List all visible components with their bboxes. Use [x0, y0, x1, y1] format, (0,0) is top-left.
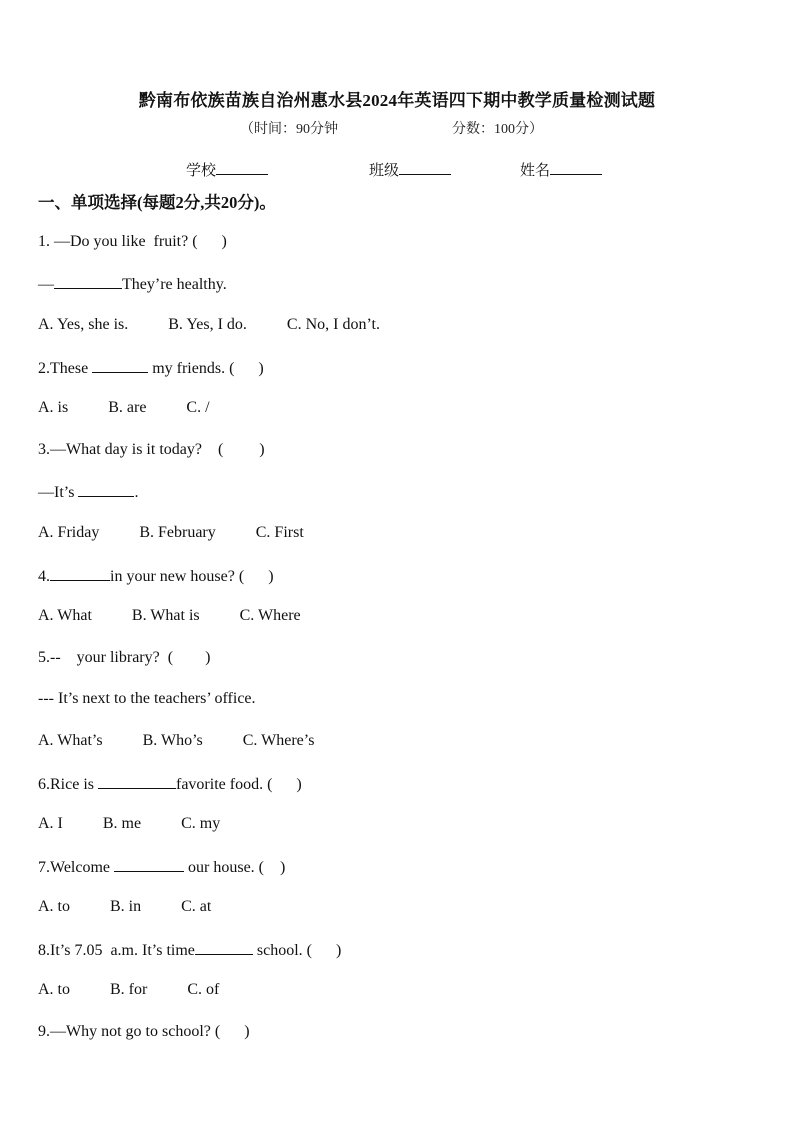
answer-blank[interactable] [78, 482, 134, 497]
stem-suffix: in your new house? ( ) [110, 568, 274, 585]
question-5-options: A. What’s B. Who’s C. Where’s [38, 732, 315, 749]
stem-prefix: 7.Welcome [38, 859, 115, 876]
question-3-stem: 3.—What day is it today? ( ) [38, 441, 265, 458]
question-3-reply [38, 482, 138, 502]
school-blank[interactable] [216, 160, 268, 175]
answer-blank[interactable] [114, 857, 184, 872]
answer-blank[interactable] [50, 566, 110, 581]
reply-prefix: —It’s [38, 484, 79, 501]
stem-suffix: my friends. ( ) [148, 360, 264, 377]
name-label: 姓名 [520, 163, 551, 179]
stem-suffix: favorite food. ( ) [176, 776, 302, 793]
class-label: 班级 [369, 163, 400, 179]
question-5-stem: 5.-- your library? ( ) [38, 649, 211, 666]
question-1-options: A. Yes, she is. B. Yes, I do. C. No, I don’t. [38, 316, 380, 333]
school-label: 学校 [186, 163, 217, 179]
answer-blank[interactable] [92, 358, 148, 373]
exam-time: （时间：90分钟 [240, 122, 338, 137]
section-title: 一、单项选择(每题2分,共20分)。 [38, 193, 276, 212]
question-6-stem [38, 774, 302, 794]
question-8-stem [38, 940, 341, 960]
question-7-stem [38, 857, 285, 877]
answer-blank[interactable] [98, 774, 176, 789]
question-4-stem [38, 566, 274, 586]
question-3-options: A. Friday B. February C. First [38, 524, 304, 541]
question-9-stem: 9.—Why not go to school? ( ) [38, 1023, 250, 1040]
reply-dash: — [38, 276, 54, 293]
question-4-options: A. What B. What is C. Where [38, 607, 301, 624]
school-field [186, 159, 268, 180]
answer-blank[interactable] [54, 274, 122, 289]
question-8-options: A. to B. for C. of [38, 981, 220, 998]
question-1-stem: 1. —Do you like fruit? ( ) [38, 233, 227, 250]
answer-blank[interactable] [195, 940, 253, 955]
reply-suffix: . [134, 484, 139, 501]
question-6-options: A. I B. me C. my [38, 815, 221, 832]
stem-suffix: school. ( ) [252, 942, 342, 959]
question-2-stem [38, 358, 264, 378]
stem-prefix: 4. [38, 568, 50, 585]
class-field [369, 159, 451, 180]
stem-suffix: our house. ( ) [184, 859, 286, 876]
page-title: 黔南布依族苗族自治州惠水县2024年英语四下期中教学质量检测试题 [138, 91, 656, 110]
question-2-options: A. is B. are C. / [38, 399, 210, 416]
name-blank[interactable] [550, 160, 602, 175]
stem-prefix: 2.These [38, 360, 93, 377]
question-7-options: A. to B. in C. at [38, 898, 212, 915]
stem-prefix: 8.It’s 7.05 a.m. It’s time [38, 942, 195, 959]
question-5-reply: --- It’s next to the teachers’ office. [38, 690, 256, 707]
name-field [520, 159, 602, 180]
exam-score: 分数：100分） [452, 122, 543, 137]
class-blank[interactable] [399, 160, 451, 175]
question-1-reply [38, 274, 227, 294]
stem-prefix: 6.Rice is [38, 776, 98, 793]
reply-text: They’re healthy. [122, 276, 227, 293]
